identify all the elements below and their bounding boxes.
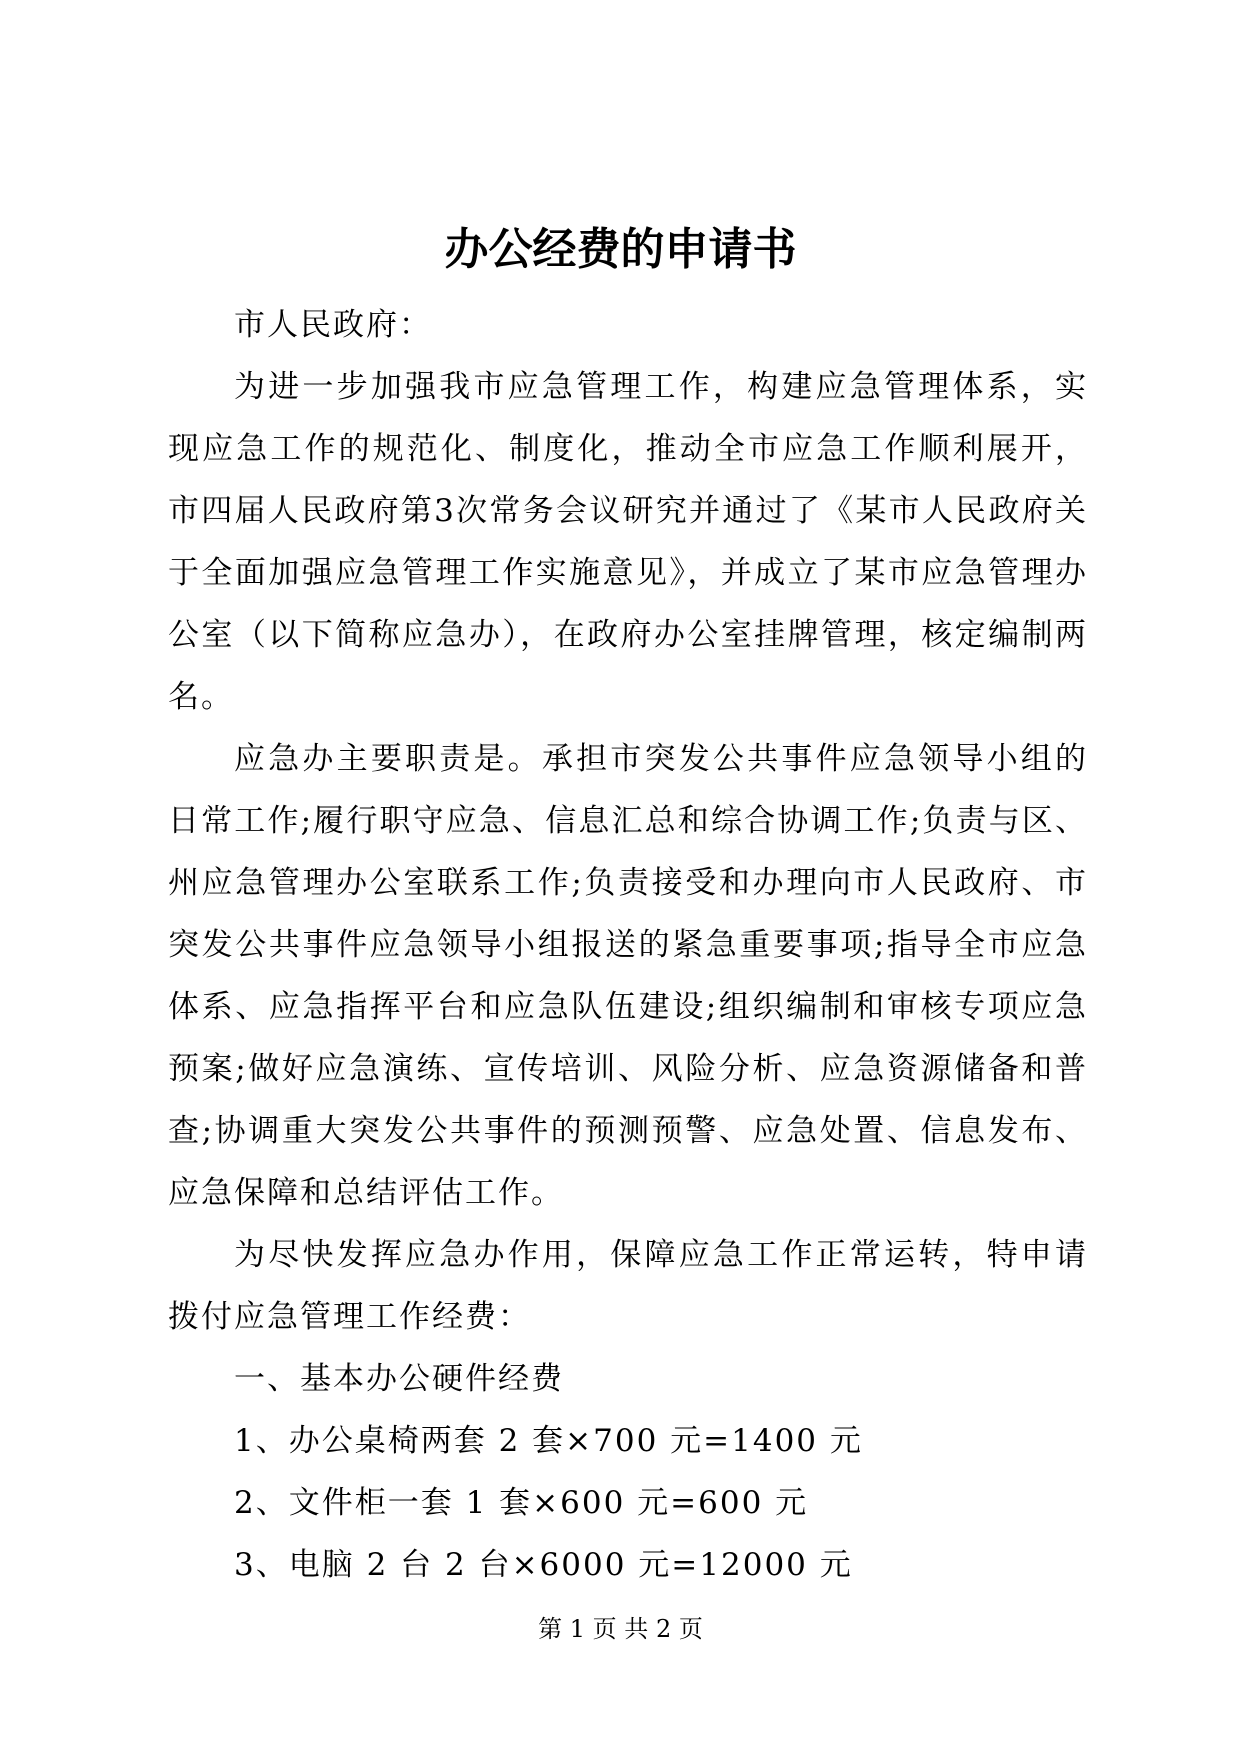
document-title: 办公经费的申请书 [444, 224, 797, 275]
paragraph-duties: 应急办主要职责是。承担市突发公共事件应急领导小组的日常工作;履行职守应急、信息汇总和综合协调工作;负责与区、州应急管理办公室联系工作;负责接受和办理向市人民政府、市突发公共事件应急领导小组报送的紧急重要事项;指导全市应急体系、应急指挥平台和应急队伍建设;组织编制和审核专项应急预案;做好应急演练、宣传培训、风险分析、应急资源储备和普查;协调重大突发公共事件的预测预警、应急处置、信息发布、应急保障和总结评估工作。 [168, 741, 1088, 1211]
paragraph-request: 为尽快发挥应急办作用，保障应急工作正常运转，特申请拨付应急管理工作经费： [168, 1237, 1088, 1335]
list-item-cabinet: 2、文件柜一套 1 套×600 元=600 元 [234, 1485, 809, 1521]
section-heading-hardware: 一、基本办公硬件经费 [234, 1361, 564, 1397]
salutation: 市人民政府： [234, 307, 432, 343]
document-body [168, 294, 1088, 1596]
page-footer: 第 1 页 共 2 页 [538, 1615, 703, 1643]
list-item-desks: 1、办公桌椅两套 2 套×700 元=1400 元 [234, 1423, 863, 1459]
list-item-computers: 3、电脑 2 台 2 台×6000 元=12000 元 [234, 1547, 853, 1583]
paragraph-intro: 为进一步加强我市应急管理工作，构建应急管理体系，实现应急工作的规范化、制度化，推动全市应急工作顺利展开，市四届人民政府第3次常务会议研究并通过了《某市人民政府关于全面加强应急管理工作实施意见》，并成立了某市应急管理办公室（以下简称应急办），在政府办公室挂牌管理，核定编制两名。 [168, 369, 1088, 715]
